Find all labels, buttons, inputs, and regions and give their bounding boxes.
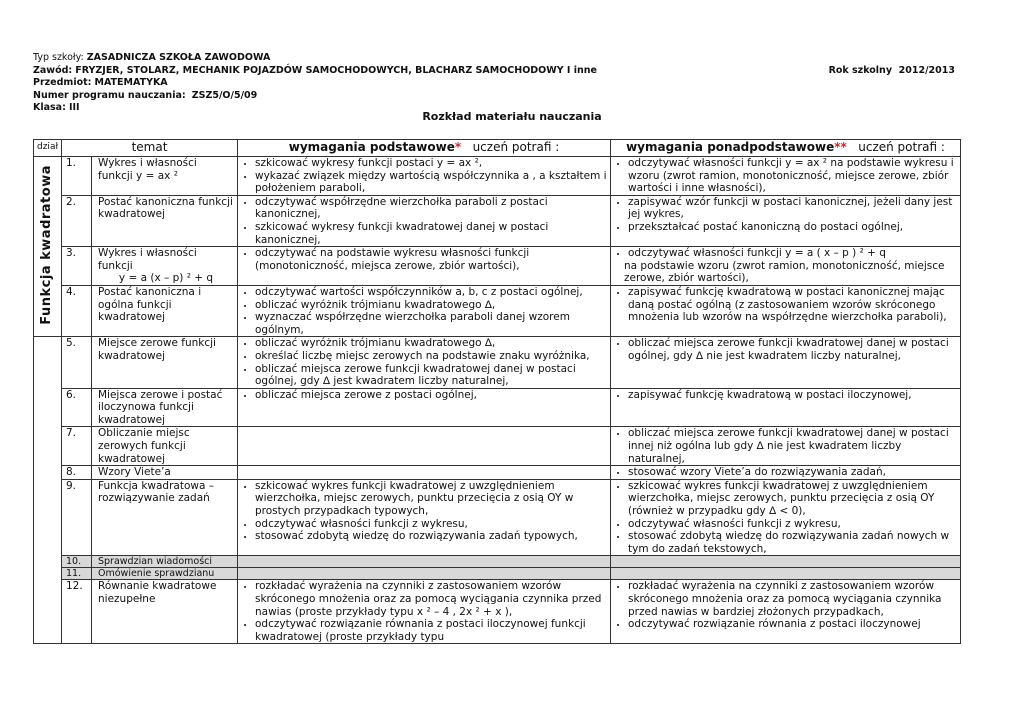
row-topic: Omówienie sprawdzianu	[92, 568, 238, 580]
row-basic	[238, 247, 611, 286]
row-number: 4.	[62, 285, 92, 336]
list-item: • rozkładać wyrażenia na czynniki z zastosowaniem wzorów skróconego mnożenia oraz za pomocą wyciągania czynnika przed nawias (proste przykłady typu x ² – 4 , 2x ² + x ),	[255, 580, 607, 618]
row-advanced	[611, 195, 961, 246]
table-row	[34, 247, 961, 286]
row-advanced	[611, 247, 961, 286]
row-basic	[238, 388, 611, 427]
list-item: • przekształcać postać kanoniczną do postaci ogólnej,	[628, 221, 957, 234]
list-item: • zapisywać funkcję kwadratową w postaci iloczynowej,	[628, 389, 957, 402]
list-item: • odczytywać własności funkcji z wykresu,	[255, 518, 607, 531]
row-number: 12.	[62, 580, 92, 644]
list-item: • zapisywać wzór funkcji w postaci kanonicznej, jeżeli dany jest jej wykres,	[628, 196, 957, 221]
table-row	[34, 479, 961, 556]
table-row	[34, 580, 961, 644]
list-item: • obliczać miejsca zerowe funkcji kwadratowej danej w postaci innej niż ogólna lub gdy ∆ nie jest kwadratem liczby naturalnej,	[628, 427, 957, 465]
row-number: 5.	[62, 337, 92, 388]
table-header-row	[34, 140, 961, 157]
row-advanced	[611, 427, 961, 466]
list-item-continued: na podstawie wzoru (zwrot ramion, monotoniczność, miejsce zerowe, zbiór wartości),	[624, 259, 945, 285]
rok-value: 2012/2013	[898, 64, 955, 76]
list-item: • stosować wzory Viete’a do rozwiązywania zadań,	[628, 466, 957, 479]
section-label	[34, 157, 62, 337]
row-number: 2.	[62, 195, 92, 246]
row-number: 8.	[62, 466, 92, 480]
list-item: • zapisywać funkcję kwadratową w postaci kanonicznej mając daną postać ogólną (z zastosowaniem wzorów skróconego mnożenia lub wzorów na współrzędne wierzchołka paraboli),	[628, 286, 957, 324]
klasa-value: III	[68, 102, 80, 113]
table-row	[34, 388, 961, 427]
row-number: 11.	[62, 568, 92, 580]
list-item: • stosować zdobytą wiedzę do rozwiązywania zadań typowych,	[255, 530, 607, 543]
row-topic: Postać kanoniczna funkcji kwadratowej	[92, 195, 238, 246]
list-item: • odczytywać wartości współczynników a, b, c z postaci ogólnej,	[255, 286, 607, 299]
page-title: Rozkład materiału nauczania	[422, 110, 602, 123]
table-row	[34, 466, 961, 480]
row-advanced	[611, 388, 961, 427]
row-number: 3.	[62, 247, 92, 286]
row-basic	[238, 568, 611, 580]
list-item: • obliczać miejsca zerowe z postaci ogólnej,	[255, 389, 607, 402]
list-item: • odczytywać rozwiązanie równania z postaci iloczynowej	[628, 618, 957, 631]
col-podst-star: *	[454, 140, 462, 154]
list-item: • szkicować wykresy funkcji kwadratowej danej w postaci kanonicznej,	[255, 221, 607, 246]
list-item: • obliczać miejsca zerowe funkcji kwadratowej danej w postaci ogólnej, gdy ∆ nie jest kwadratem liczby naturalnej,	[628, 337, 957, 362]
list-item: • odczytywać rozwiązanie równania z postaci iloczynowej funkcji kwadratowej (proste przykłady typu	[255, 618, 607, 643]
col-podst-label: wymagania podstawowe	[288, 140, 455, 154]
zawod-value: FRYZJER, STOLARZ, MECHANIK POJAZDÓW SAMOCHODOWYCH, BLACHARZ SAMOCHODOWY I inne	[75, 64, 597, 76]
row-topic-formula: y = a (x – p) ² + q	[118, 272, 214, 285]
row-topic: Równanie kwadratowe niezupełne	[92, 580, 238, 644]
row-topic: Miejsca zerowe i postać iloczynowa funkcji kwadratowej	[92, 388, 238, 427]
row-advanced	[611, 337, 961, 388]
row-topic: Wykres i własności funkcji y = ax ²	[92, 157, 238, 196]
list-item: • odczytywać współrzędne wierzchołka paraboli z postaci kanonicznej,	[255, 196, 607, 221]
program-value: ZSZ5/O/5/09	[191, 89, 258, 101]
row-basic	[238, 580, 611, 644]
list-item: • stosować zdobytą wiedzę do rozwiązywania zadań nowych w tym do zadań tekstowych,	[628, 530, 957, 555]
col-podstawowe	[238, 140, 611, 157]
row-number: 6.	[62, 388, 92, 427]
col-ponad-star: **	[834, 140, 847, 154]
typ-value: ZASADNICZA SZKOŁA ZAWODOWA	[86, 52, 271, 63]
list-item: • obliczać wyróżnik trójmianu kwadratowego ∆,	[255, 337, 607, 350]
list-item: • szkicować wykres funkcji kwadratowej z uwzględnieniem wierzchołka, miejsc zerowych, punktu przecięcia z osią OY w prostych przypadkach typowych,	[255, 480, 607, 518]
row-number: 9.	[62, 479, 92, 556]
typ-label: Typ szkoły:	[33, 52, 84, 63]
row-advanced	[611, 157, 961, 196]
row-basic	[238, 337, 611, 388]
col-ponadpodstawowe	[611, 140, 961, 157]
table-row	[34, 157, 961, 196]
row-advanced	[611, 479, 961, 556]
row-basic	[238, 285, 611, 336]
list-item: • obliczać wyróżnik trójmianu kwadratowego ∆,	[255, 299, 607, 312]
list-item: • wyznaczać współrzędne wierzchołka paraboli danej wzorem ogólnym,	[255, 311, 607, 336]
klasa-label: Klasa:	[33, 102, 66, 113]
row-basic	[238, 466, 611, 480]
table-row	[34, 568, 961, 580]
row-advanced	[611, 568, 961, 580]
row-advanced	[611, 580, 961, 644]
row-advanced	[611, 466, 961, 480]
row-number: 1.	[62, 157, 92, 196]
table-row	[34, 427, 961, 466]
list-item: • obliczać miejsca zerowe funkcji kwadratowej danej w postaci ogólnej, gdy ∆ jest kwadratem liczby naturalnej,	[255, 363, 607, 388]
list-item: • odczytywać na podstawie wykresu własności funkcji (monotoniczność, miejsca zerowe, zbiór wartości),	[255, 247, 607, 272]
list-item: • odczytywać własności funkcji y = ax ² na podstawie wykresu i wzoru (zwrot ramion, monotoniczność, miejsce zerowe, zbiór wartości i inne własności),	[628, 157, 957, 195]
row-basic	[238, 195, 611, 246]
table-row	[34, 285, 961, 336]
list-item: • szkicować wykres funkcji kwadratowej z uwzględnieniem wierzchołka, miejsc zerowych, punktu przecięcia z osią OY (również w przypadku gdy ∆ < 0),	[628, 480, 957, 518]
school-year	[829, 65, 955, 78]
list-item: • wykazać związek między wartością współczynnika a , a kształtem i położeniem paraboli,	[255, 170, 607, 195]
curriculum-table	[33, 139, 961, 644]
row-topic	[92, 247, 238, 286]
row-advanced	[611, 556, 961, 568]
row-topic: Miejsce zerowe funkcji kwadratowej	[92, 337, 238, 388]
section-title: Funkcja kwadratowa	[39, 165, 55, 325]
przedmiot-label: Przedmiot:	[33, 77, 92, 88]
list-item: • określać liczbę miejsc zerowych na podstawie znaku wyróżnika,	[255, 350, 607, 363]
col-podst-suffix: uczeń potrafi :	[472, 140, 560, 154]
col-dzial: dział	[34, 140, 62, 157]
row-topic-line: Wykres i własności funkcji	[98, 247, 197, 272]
row-topic: Postać kanoniczna i ogólna funkcji kwadratowej	[92, 285, 238, 336]
list-item: • rozkładać wyrażenia na czynniki z zastosowaniem wzorów skróconego mnożenia oraz za pomocą wyciągania czynnika przed nawias w bardziej złożonych przypadkach,	[628, 580, 957, 618]
col-ponad-label: wymagania ponadpodstawowe	[626, 140, 835, 154]
table-row	[34, 195, 961, 246]
row-number: 10.	[62, 556, 92, 568]
col-ponad-suffix: uczeń potrafi :	[858, 140, 945, 154]
document-header	[33, 52, 963, 115]
program-label: Numer programu nauczania:	[33, 89, 186, 101]
row-basic	[238, 157, 611, 196]
row-basic	[238, 479, 611, 556]
row-topic: Obliczanie miejsc zerowych funkcji kwadratowej	[92, 427, 238, 466]
list-item: • odczytywać własności funkcji z wykresu,	[628, 518, 957, 531]
row-topic: Funkcja kwadratowa – rozwiązywanie zadań	[92, 479, 238, 556]
table-row	[34, 556, 961, 568]
zawod-label: Zawód:	[33, 64, 73, 76]
row-basic	[238, 556, 611, 568]
list-item: • odczytywać własności funkcji y = a ( x – p ) ² + q	[628, 247, 957, 260]
przedmiot-value: MATEMATYKA	[94, 77, 168, 88]
row-topic: Wzory Viete’a	[92, 466, 238, 480]
row-advanced	[611, 285, 961, 336]
row-basic	[238, 427, 611, 466]
row-topic: Sprawdzian wiadomości	[92, 556, 238, 568]
section-cell-empty	[34, 337, 62, 644]
rok-label: Rok szkolny	[828, 64, 893, 76]
table-row	[34, 337, 961, 388]
list-item: • szkicować wykresy funkcji postaci y = ax ²,	[255, 157, 607, 170]
row-number: 7.	[62, 427, 92, 466]
col-temat: temat	[62, 140, 238, 157]
